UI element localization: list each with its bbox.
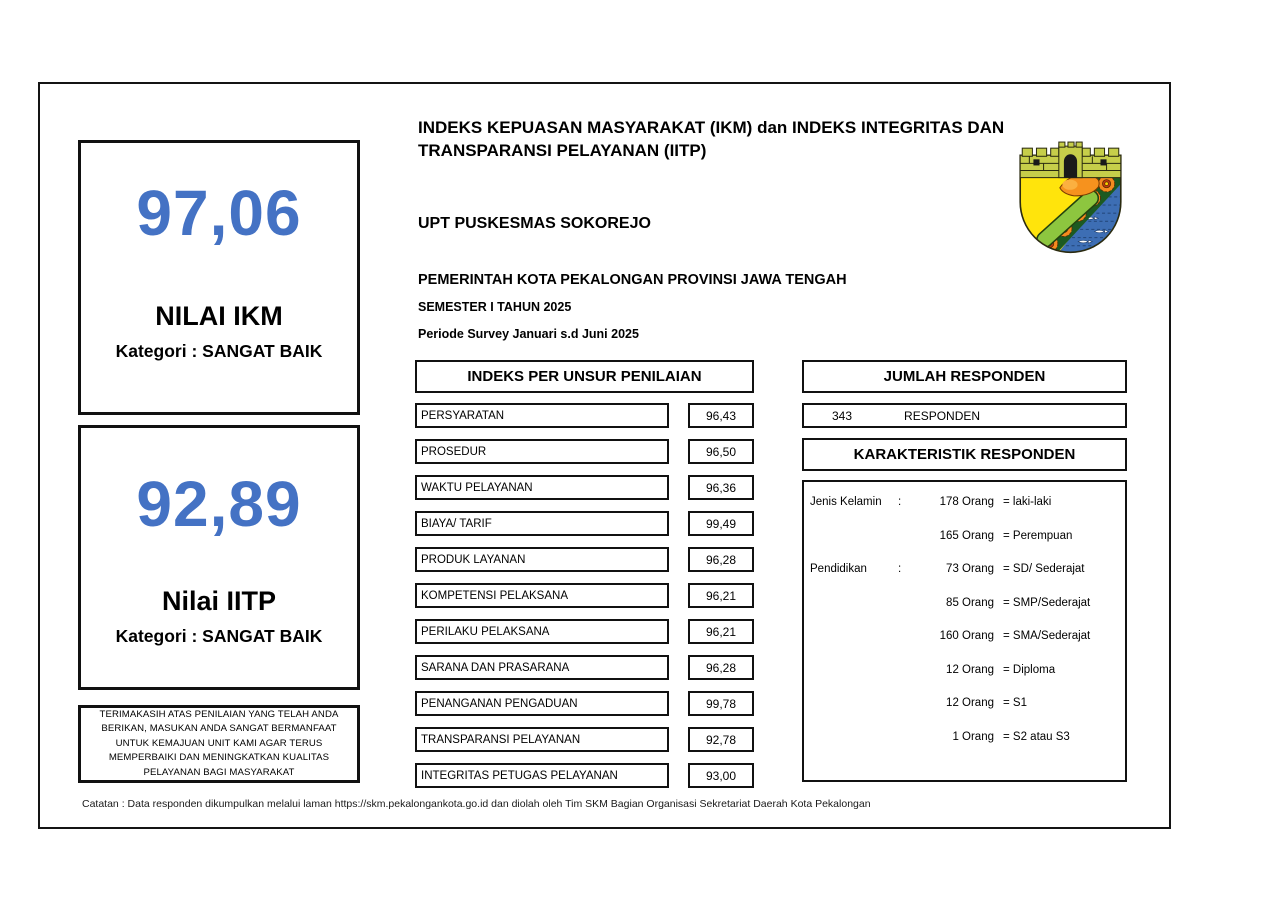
karak-label: Pendidikan	[810, 563, 867, 575]
ikm-score-box	[78, 140, 360, 415]
responden-count: 343	[832, 408, 853, 423]
unsur-label: PROSEDUR	[415, 439, 669, 464]
responden-count-label: RESPONDEN	[904, 408, 981, 423]
unsur-label: PERILAKU PELAKSANA	[415, 619, 669, 644]
unsur-value: 96,28	[688, 655, 754, 680]
list-item	[810, 492, 1119, 512]
karakteristik-box	[802, 480, 1127, 782]
page-title: INDEKS KEPUASAN MASYARAKAT (IKM) dan INDEKS INTEGRITAS DAN TRANSPARANSI PELAYANAN (IITP)	[418, 118, 1005, 160]
unsur-value: 96,43	[688, 403, 754, 428]
table-row	[415, 727, 754, 752]
unsur-label: KOMPETENSI PELAKSANA	[415, 583, 669, 608]
table-row	[415, 619, 754, 644]
list-item	[810, 693, 1119, 713]
karak-colon: :	[898, 563, 902, 575]
unsur-value: 99,49	[688, 511, 754, 536]
unsur-label: PERSYARATAN	[415, 403, 669, 428]
footer-note: Catatan : Data responden dikumpulkan melalui laman https://skm.pekalongankota.go.id dan diolah oleh Tim SKM Bagian Organisasi Sekretariat Daerah Kota Pekalongan	[82, 798, 871, 810]
list-item	[810, 526, 1119, 546]
table-row	[415, 439, 754, 464]
table-row	[415, 403, 754, 428]
unsur-label: PRODUK LAYANAN	[415, 547, 669, 572]
list-item	[810, 593, 1119, 613]
unsur-value: 93,00	[688, 763, 754, 788]
unsur-label: TRANSPARANSI PELAYANAN	[415, 727, 669, 752]
karak-desc: = SMA/Sederajat	[1003, 630, 1091, 642]
unsur-label: WAKTU PELAYANAN	[415, 475, 669, 500]
unsur-value: 96,50	[688, 439, 754, 464]
karak-amount: 160 Orang	[939, 630, 994, 642]
karak-amount: 1 Orang	[952, 730, 994, 743]
table-row	[415, 691, 754, 716]
unsur-table	[415, 403, 754, 788]
unsur-value: 96,21	[688, 619, 754, 644]
table-row	[415, 511, 754, 536]
iitp-score-category: Kategori : SANGAT BAIK	[115, 626, 323, 646]
iitp-score-label: Nilai IITP	[161, 586, 277, 616]
table-row	[415, 547, 754, 572]
unsur-label: PENANGANAN PENGADUAN	[415, 691, 669, 716]
responden-count-box	[802, 403, 1127, 428]
karak-label: Jenis Kelamin	[810, 496, 882, 508]
report-sheet	[38, 82, 1171, 829]
iitp-score-value: 92,89	[136, 468, 302, 540]
ikm-score-label: NILAI IKM	[155, 301, 283, 331]
karak-amount: 12 Orang	[946, 697, 994, 709]
karak-desc: = S1	[1003, 697, 1027, 709]
karak-desc: = Diploma	[1003, 663, 1056, 676]
list-item	[810, 660, 1119, 680]
unsur-value: 96,21	[688, 583, 754, 608]
unsur-value: 96,28	[688, 547, 754, 572]
government-line: PEMERINTAH KOTA PEKALONGAN PROVINSI JAWA TENGAH	[418, 272, 847, 288]
karak-desc: = Perempuan	[1003, 529, 1073, 542]
karak-amount: 12 Orang	[946, 663, 994, 676]
table-row	[415, 763, 754, 788]
unsur-label: BIAYA/ TARIF	[415, 511, 669, 536]
karak-amount: 178 Orang	[939, 496, 994, 508]
unsur-table-header: INDEKS PER UNSUR PENILAIAN	[415, 360, 754, 393]
karak-amount: 73 Orang	[946, 563, 994, 575]
ikm-score-category: Kategori : SANGAT BAIK	[115, 341, 323, 361]
table-row	[415, 475, 754, 500]
karak-amount: 165 Orang	[939, 529, 994, 542]
table-row	[415, 655, 754, 680]
ikm-score-value: 97,06	[136, 177, 302, 249]
unsur-value: 92,78	[688, 727, 754, 752]
unsur-label: INTEGRITAS PETUGAS PELAYANAN	[415, 763, 669, 788]
unsur-value: 96,36	[688, 475, 754, 500]
semester-line: SEMESTER I TAHUN 2025	[418, 300, 572, 314]
list-item	[810, 559, 1119, 579]
table-row	[415, 583, 754, 608]
unsur-label: SARANA DAN PRASARANA	[415, 655, 669, 680]
thank-you-note: TERIMAKASIH ATAS PENILAIAN YANG TELAH ANDA BERIKAN, MASUKAN ANDA SANGAT BERMANFAAT UNTUK KEMAJUAN UNIT KAMI AGAR TERUS MEMPERBAIKI DAN MENINGKATKAN KUALITAS PELAYANAN BAGI MASYARAKAT	[78, 705, 360, 783]
karak-desc: = SD/ Sederajat	[1003, 563, 1085, 575]
pekalongan-city-emblem-icon	[1013, 138, 1128, 266]
karak-colon: :	[898, 496, 902, 508]
unit-name: UPT PUSKESMAS SOKOREJO	[418, 215, 651, 232]
survey-period-line: Periode Survey Januari s.d Juni 2025	[418, 327, 639, 341]
karakteristik-header: KARAKTERISTIK RESPONDEN	[802, 438, 1127, 471]
karak-amount: 85 Orang	[946, 596, 994, 609]
unsur-value: 99,78	[688, 691, 754, 716]
jumlah-responden-header: JUMLAH RESPONDEN	[802, 360, 1127, 393]
iitp-score-box	[78, 425, 360, 690]
list-item	[810, 727, 1119, 747]
karak-desc: = S2 atau S3	[1003, 730, 1070, 743]
karak-desc: = laki-laki	[1003, 496, 1052, 508]
karak-desc: = SMP/Sederajat	[1003, 596, 1091, 609]
list-item	[810, 626, 1119, 646]
